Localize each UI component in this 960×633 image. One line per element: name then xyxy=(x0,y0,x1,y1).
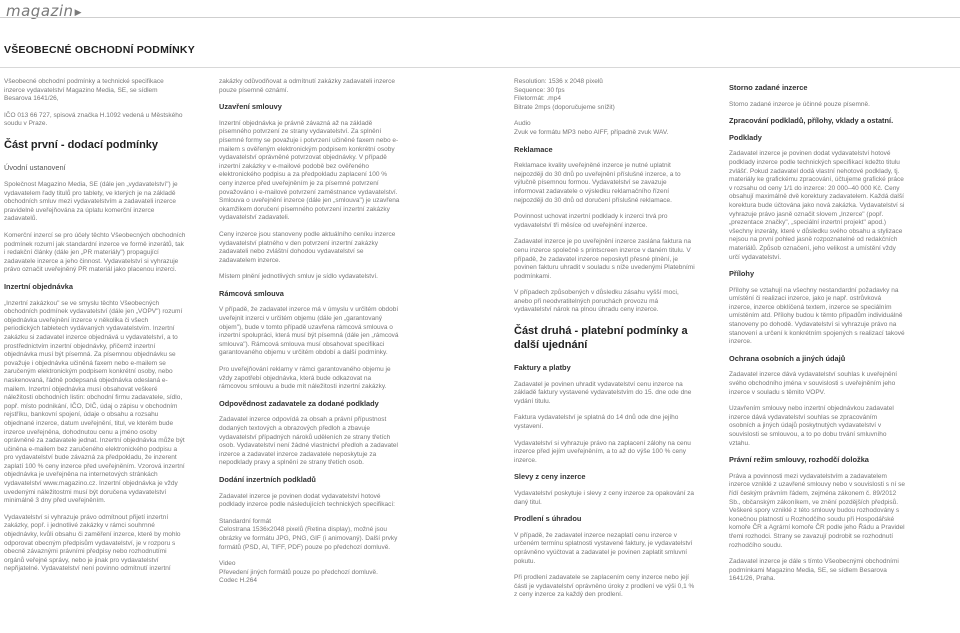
subheading-frame: Rámcová smlouva xyxy=(219,288,284,298)
paragraph: Pro uveřejňování reklamy v rámci garantovaného objemu je vždy zapotřebí objednávka, která bude odkazovat na rámcovou smlouvu a bude mít náležitosti inzertní zakázky. xyxy=(219,366,391,391)
page-title: VŠEOBECNÉ OBCHODNÍ PODMÍNKY xyxy=(4,44,195,56)
paragraph: V případě, že zadavatel inzerce nezaplatí cenu inzerce v určeném termínu splatnosti vystavené faktury, je vydavatelství oprávněno vyúčtovat a zadavatel je povinen zaplatit smluvní pokutu. xyxy=(514,531,693,565)
subheading-materials: Podklady xyxy=(729,132,762,142)
paragraph: Komerční inzercí se pro účely těchto Všeobecných obchodních podmínek rozumí jak standardní inzerce ve formě inzerátů, tak i redakční články (dále jen „PR materiály") propagující zadavatele inzerce a jeho činnost. Vydavatelství si vyhrazuje právo označit uveřejněný PR materiál jako placenou inzerci. xyxy=(4,232,186,274)
paragraph: Zadavatel inzerce je povinen dodat vydavatelství hotové podklady inzerce podle následujících technických specifikací: xyxy=(219,492,395,509)
subheading-responsibility: Odpovědnost zadavatele za dodané podklady xyxy=(219,398,379,408)
subheading-invoices: Faktury a platby xyxy=(514,363,571,373)
subheading-delay: Prodlení s úhradou xyxy=(514,514,582,524)
subheading-law: Právní režim smlouvy, rozhodčí doložka xyxy=(729,455,869,465)
paragraph: Společnost Magazino Media, SE (dále jen „vydavatelství") je vydavatelem řady titulů pro tablety, ve kterých je na základě obchodních smluv mezi vydavatelstvím a zadavateli inzerce pravidelně uveřejňována za úplatu komerční inzerce zadavatelů. xyxy=(4,181,178,223)
paragraph: Při prodlení zadavatele se zaplacením ceny inzerce nebo její části je vydavatelství oprávněno úroky z prodlení ve výši 0,1 % z ceny inzerce za každý den prodlení. xyxy=(514,574,695,599)
paragraph: Vydavatelství poskytuje i slevy z ceny inzerce za opakování za daný titul. xyxy=(514,490,695,506)
paragraph: Reklamace kvality uveřejněné inzerce je nutné uplatnit nejpozději do 30 dnů po uveřejnění příslušné inzerce, a to výlučně písemnou formou. Vydavatelství se zavazuje informovat zadavatele o výsledku reklamačního řízení nejpozději do 30 dnů od doručení příslušné reklamace. xyxy=(514,162,681,204)
subheading-discounts: Slevy z ceny inzerce xyxy=(514,472,586,482)
subheading-cancel: Storno zadané inzerce xyxy=(729,83,808,92)
paragraph: Ceny inzerce jsou stanoveny podle aktuálního ceníku inzerce vydavatelství platného v den potvrzení inzertní zakázky zadavateli nebo zvláštní dohodou vydavatelství se zadavatelem inzerce. xyxy=(219,230,396,264)
paragraph: Audio Zvuk ve formátu MP3 nebo AIFF, případně zvuk WAV. xyxy=(514,120,669,136)
paragraph: Místem plnění jednotlivých smluv je sídlo vydavatelství. xyxy=(219,273,378,281)
subheading-intro: Úvodní ustanovení xyxy=(4,163,66,173)
paragraph: V případech způsobených v důsledku zásahu vyšší moci, anebo při neodvratitelných poruchách provozu má vydavatelství nárok na plnou úhradu ceny inzerce. xyxy=(514,289,679,314)
column-1 xyxy=(4,78,186,633)
paragraph: Vydavatelství si vyhrazuje právo odmítnout přijetí inzertní zakázky, popř. i jednotlivé zakázky v rámci souhrnné objednávky, kvůli obsahu či zaměření inzerce, které by mohlo odporovat obecným předpisům vydavatelství, je v rozporu s obecně závaznými právními předpisy nebo rozhodnutími orgánů veřejné správy, nebo je jinak pro vydavatelství nepřijatelné. Vydavatelství není povinno odmítnutí inzertní xyxy=(4,513,181,573)
paragraph: Přílohy se vztahují na všechny nestandardní požadavky na umístění či realizaci inzerce, jako je např. ostrůvková inzerce, inzerce obklíčená textem, inzerce se speciálním umístěním atd. Přílohy budou k těmto případům individuálně stanoveny po dohodě. Vydavatelství si vyhrazuje právo na stanovení a určení k konkrétním spojených s realizací takové inzerce. xyxy=(729,286,905,346)
subheading-delivery: Dodání inzertních podkladů xyxy=(219,474,316,484)
subheading-attachments: Přílohy xyxy=(729,269,755,279)
subheading-processing: Zpracování podkladů, přílohy, vklady a ostatní. xyxy=(729,116,894,126)
section-heading-part1: Část první - dodací podmínky xyxy=(4,138,159,151)
paragraph: Storno zadané inzerce je účinné pouze písemně. xyxy=(729,100,870,108)
paragraph: „Inzertní zakázkou" se ve smyslu těchto Všeobecných obchodních podmínek vydavatelství (dále jen „VOPV") rozumí objednávka uveřejnění inzerce v několika či všech periodických tabletech vydávaných vydavatelstvím. Inzertní zakázku si zadavatel inzerce objednává u vydavatelství, a to prostřednictvím inzertní objednávky, přičemž inzertní objednávka musí být písemná. Za písemnou objednávku se považuje i objednávka učiněná faxem nebo e-mailem se zaručeným elektronickým podpisem konkrétní osoby, nebo naskenovaná, řádně podepsaná objednávka odeslaná e-mailem. Inzertní objednávka musí obsahovat veškeré náležitosti obchodních listin: obchodní firmu zadavatele, sídlo, popř. místo podnikání, IČO, DIČ, údaj o zápisu v obchodním rejstříku, bankovní spojení, údaje o obsahu a rozsahu objednané inzerce, datum uveřejnění, titul, ve kterém bude inzerce uveřejněna, dohodnutou cenu a jméno osoby oprávněné za zadavatele jednat. Inzertní objednávka může být učiněna e-mailem bez zaručeného elektronického podpisu a pro vydavatelství bude závazná za předpokladu, že inzerent zaplatí 100 % ceny inzerce před uveřejněním. Vzorová inzertní objednávka je uveřejněna na internetových stránkách vydavatelství www.magazino.cz. Inzertní objednávka je vždy uvedenými náležitostmi musí být doručena vydavatelství minimálně 3 dny před uveřejněním. xyxy=(4,299,185,505)
paragraph: Zadavatel inzerce odpovídá za obsah a právní přípustnost dodaných textových a obrazových předloh a zbavuje vydavatelství případných nároků uděleních ze strany třetích osob. Vydavatelství není žádné vlastnictví předloh a zadavatel inzerce a zadavatel inzerce zadavatele neposkytuje za nepodklady pravy a splnění ze strany třetích osob. xyxy=(219,416,398,467)
paragraph: Zadavatel inzerce dává vydavatelství souhlas k uveřejnění svého obchodního jména v souvislosti s uveřejněním jeho inzerce v souladu s těmito VOPV. xyxy=(729,371,898,396)
paragraph: V případě, že zadavatel inzerce má v úmyslu v určitém období uveřejnit inzerci v určitém objemu (dále jen „garantovaný objem"), bude v tomto případě uzavřena rámcová smlouva o inzertní spolupráci, která musí být písemná (dále jen „rámcová smlouva"). Rámcová smlouva musí obsahovat specifikaci garantovaného objemu v určitém období a další podmínky. xyxy=(219,306,399,357)
paragraph: Vydavatelství si vyhrazuje právo na zaplacení zálohy na cenu inzerce před jejím uveřejněním, a to až do výše 100 % ceny inzerce. xyxy=(514,439,691,464)
paragraph: Standardní formát Celostrana 1536x2048 pixelů (Retina display), možné jsou obrázky ve formátu JPG, PNG, GIF (i animovaný). Další prvky formátů (PSD, AI, TIFF, PDF) pouze po předchozí domluvě. xyxy=(219,517,398,551)
paragraph: Faktura vydavatelství je splatná do 14 dnů ode dne jejího vystavení. xyxy=(514,414,679,431)
paragraph: Práva a povinnosti mezi vydavatelstvím a zadavatelem inzerce vzniklé z uzavřené smlouvy nebo v souvislosti s ní se řídí českým právním řádem, zejména zákonem č. 89/2012 Sb., občanským zákoníkem, ve znění pozdějších předpisů. Veškeré spory vzniklé z této smlouvy budou rozhodovány s konečnou platností u Rozhodčího soudu při Hospodářské komoře ČR a Agrární komoře ČR podle jeho Řádu a Pravidel třemi rozhodci. Strany se zavazují podrobit se rozhodnutí rozhodčího soudu. xyxy=(729,472,905,549)
paragraph: IČO 013 66 727, spisová značka H.1092 vedená u Městského soudu v Praze. xyxy=(4,111,183,128)
title-divider xyxy=(0,67,960,68)
column-2 xyxy=(219,78,401,633)
paragraph: Inzertní objednávka je právně závazná až na základě písemného potvrzení ze strany vydavatelství. Za splnění písemné formy se považuje i potvrzení učiněné faxem nebo e-mailem s ověřeným elektronickým podpisem konkrétní osoby vydavatelství oprávněné potvrzovat objednávky. V případě inzertní zakázky v e-mailové podobě bez ověřeného elektronického podpisu a za předpokladu zaplacení 100 % ceny inzerce před uveřejněním je za písemné potvrzení považováno i e-mailové potvrzení zaměstnance vydavatelství. Smlouva o uveřejnění inzerce (dále jen „smlouva") je uzavřena okamžikem doručení písemného potvrzení inzertní zakázky vydavatelství zadavateli. xyxy=(219,119,400,222)
paragraph: Zadavatel inzerce je po uveřejnění inzerce zaslána faktura na cenu inzerce společně s printscreen inzerce v daném titulu. V případě, že zadavatel inzerce neposkytl přesné plnění, je povinen fakturu uhradit v souladu s níže uvedenými Platebními podmínkami. xyxy=(514,238,695,280)
paragraph: Zadavatel inzerce je dále s tímto Všeobecnými obchodními podmínkami Magazino Media, SE, se sídlem Besarova 1641/26, Praha. xyxy=(729,558,899,583)
subheading-conclusion: Uzavření smlouvy xyxy=(219,102,282,112)
header-divider xyxy=(0,17,960,18)
section-heading-part2: Část druhá - platební podmínky a další ujednání xyxy=(514,325,688,351)
paragraph: Zadavatel inzerce je povinen dodat vydavatelství hotové podklady inzerce podle technických specifikací kdežto titulu zvlášť. Pokud zadavatel dodá vlastní nehotové podklady, tj. materiály ke grafickému zpracování, účtujeme grafické práce v rozsahu od ceny 1/1 do inzerce: 20 000–40 000 Kč. Ceny obsahují maximálně dvě korektury zadavatelem. Každá další korektura bude účtována jako nová zakázka. Vydavatelství si vyhrazuje právo jasně označit slovem „Inzerce" (popř. „prezentace značky", „speciální inzertní projekt" apod.) všechny inzeráty, které v důsledku svého obsahu a stylizace nejsou na první pohled jasně rozpoznatelné od redakčních materiálů. Způsob označení, jeho velikost a umístění vždy určí vydavatelství. xyxy=(729,150,905,261)
paragraph: Povinnost uchovat inzertní podklady k inzerci trvá pro vydavatelství tři měsíce od uveřejnění inzerce. xyxy=(514,213,668,229)
paragraph: Zadavatel je povinen uhradit vydavatelství cenu inzerce na základě faktury vystavené vydavatelstvím do 15. dne ode dne vydání titulu. xyxy=(514,380,692,405)
subheading-complaints: Reklamace xyxy=(514,144,553,154)
play-arrow-icon: ▶ xyxy=(74,8,82,18)
subheading-orders: Inzertní objednávka xyxy=(4,282,73,291)
paragraph: Všeobecné obchodní podmínky a technické specifikace inzerce vydavatelství Magazino Media, SE, se sídlem Besarova 1641/26, xyxy=(4,78,164,103)
column-3 xyxy=(514,78,696,633)
column-4 xyxy=(729,78,905,633)
paragraph: zakázky odůvodňovat a odmítnutí zakázky zadavateli inzerce pouze písemně oznámí. xyxy=(219,78,395,94)
paragraph: Resolution: 1536 x 2048 pixelů Sequence: 30 fps Filetormát: .mp4 Bitrate 2mps (doporučujeme snížit) xyxy=(514,78,615,111)
paragraph: Video Převedení jiných formátů pouze po předchozí domluvě. Codec H.264 xyxy=(219,560,378,585)
paragraph: Uzavřením smlouvy nebo inzertní objednávkou zadavatel inzerce dává vydavatelství souhlas se zpracováním osobních a jiných údajů poskytnutých vydavatelství v souvislosti se smlouvou, a to po dobu trvání smluvního vztahu. xyxy=(729,405,894,447)
magazino-logo[interactable]: magazin▶ xyxy=(6,2,82,20)
subheading-data-protection: Ochrana osobních a jiných údajů xyxy=(729,353,846,363)
